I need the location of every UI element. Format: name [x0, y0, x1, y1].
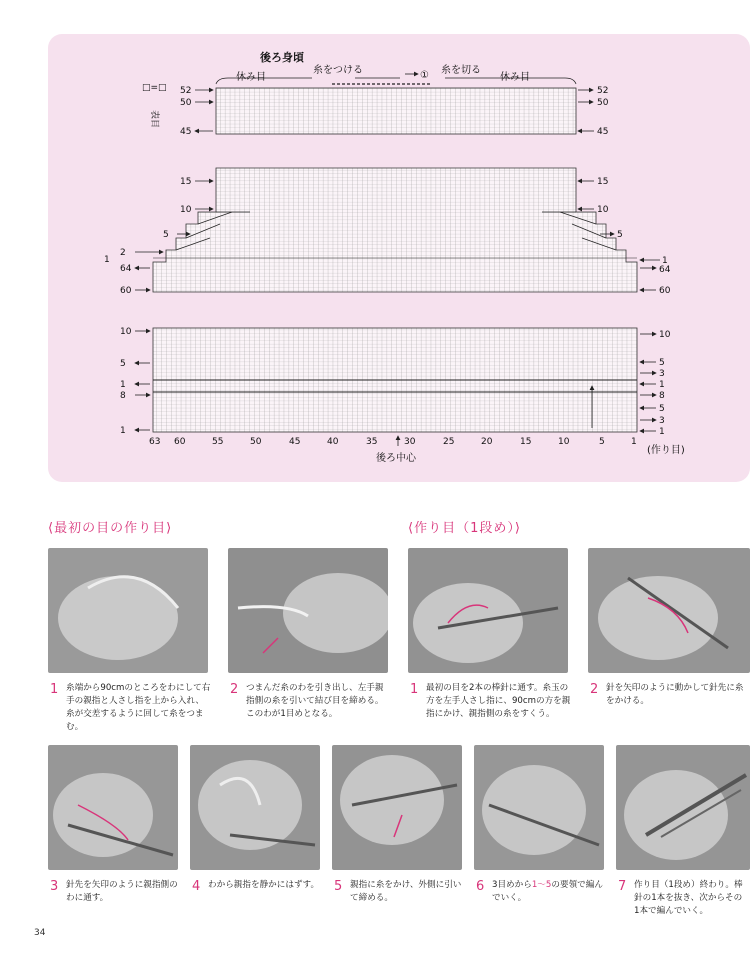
legend-symbol: □=□ [142, 83, 167, 93]
right-marker: 5 [659, 358, 665, 368]
step-caption: 針を矢印のように動かして針先に糸をかける。 [606, 683, 744, 706]
step-number: 2 [590, 682, 599, 697]
right-marker: 15 [597, 177, 609, 187]
right-marker: 52 [597, 86, 609, 96]
left-marker: 60 [120, 286, 132, 296]
section-title-cast-on: ⟨作り目（1段め）⟩ [408, 521, 521, 536]
step-caption: 最初の目を2本の棒針に通す。糸玉の方を左手人さし指に、90cmの方を親指にかけ、親指側の糸をすくう。 [426, 683, 571, 719]
x-tick: 50 [250, 437, 262, 447]
hold-right-label: 休み目 [500, 72, 530, 83]
step-caption: つまんだ糸のわを引き出し、左手親指側の糸を引いて結び目を締める。このわが1目めとなる。 [246, 683, 384, 719]
left-marker: 52 [180, 86, 192, 96]
right-marker: 64 [659, 265, 671, 275]
right-marker: 1 [659, 427, 665, 437]
right-marker: 5 [617, 230, 623, 240]
step-number: 1 [50, 682, 59, 697]
step-number: 3 [50, 879, 59, 894]
chart-block-top [216, 88, 576, 134]
chart-block-armhole [153, 168, 637, 292]
left-marker: 8 [120, 391, 126, 401]
left-marker: 2 [120, 248, 126, 258]
cut-yarn-label: 糸を切る [441, 65, 481, 76]
left-marker: 15 [180, 177, 192, 187]
photo-step [48, 745, 178, 870]
legend-text: 表目 [149, 110, 159, 129]
arrow-num-label: ① [420, 70, 429, 81]
page-number: 34 [34, 928, 46, 938]
x-tick: 55 [212, 437, 224, 447]
x-tick: 35 [366, 437, 378, 447]
photo-step [408, 548, 568, 673]
right-marker: 3 [659, 369, 665, 379]
step-number: 4 [192, 879, 201, 894]
left-marker: 10 [180, 205, 192, 215]
x-tick: 20 [481, 437, 493, 447]
x-tick: 60 [174, 437, 186, 447]
right-marker: 60 [659, 286, 671, 296]
x-tick: 45 [289, 437, 301, 447]
left-marker: 64 [120, 264, 132, 274]
step-caption: 親指に糸をかけ、外側に引いて締める。 [350, 880, 462, 903]
right-marker: 8 [659, 391, 665, 401]
left-marker: 1 [120, 380, 126, 390]
left-marker: 45 [180, 127, 192, 137]
left-marker: 1 [120, 426, 126, 436]
photo-step [332, 745, 462, 870]
step-caption: 作り目（1段め）終わり。棒針の1本を抜き、次からその1本で編んでいく。 [634, 880, 743, 916]
attach-yarn-label: 糸をつける [313, 65, 363, 76]
x-tick: 15 [520, 437, 532, 447]
photo-step [474, 745, 604, 870]
step-caption: 糸端から90cmのところをわにして右手の親指と人さし指を上から入れ、糸が交差するように回して糸をつまむ。 [66, 683, 211, 732]
left-marker: 5 [120, 359, 126, 369]
step-number: 5 [334, 879, 343, 894]
step-number: 6 [476, 879, 485, 894]
right-marker: 50 [597, 98, 609, 108]
x-tick: 30 [404, 437, 416, 447]
left-marker: 1 [104, 255, 110, 265]
x-tick: 25 [443, 437, 455, 447]
photo-step [616, 745, 750, 870]
left-marker: 50 [180, 98, 192, 108]
right-marker: 5 [659, 404, 665, 414]
x-tick: 10 [558, 437, 570, 447]
photo-step [228, 548, 388, 673]
right-marker: 10 [659, 330, 671, 340]
right-marker: 1 [662, 256, 668, 266]
step-number: 7 [618, 879, 627, 894]
right-marker: 1 [659, 380, 665, 390]
photo-step [588, 548, 750, 673]
photo-step [48, 548, 208, 673]
x-tick: 40 [327, 437, 339, 447]
right-marker: 10 [597, 205, 609, 215]
step-caption: わから親指を静かにはずす。 [208, 880, 320, 890]
right-marker: 45 [597, 127, 609, 137]
photo-step [190, 745, 320, 870]
hold-left-label: 休み目 [236, 72, 266, 83]
x-tick: 5 [599, 437, 605, 447]
left-marker: 10 [120, 327, 132, 337]
x-tick: 1 [631, 437, 637, 447]
cast-on-label: (作り目) [647, 445, 685, 456]
step-number: 2 [230, 682, 239, 697]
chart-title: 後ろ身頃 [260, 51, 304, 64]
x-tick: 63 [149, 437, 161, 447]
right-marker: 3 [659, 416, 665, 426]
step-caption: 針先を矢印のように親指側のわに通す。 [66, 880, 178, 903]
step-number: 1 [410, 682, 419, 697]
step-caption: 3目めから1〜5の要領で編んでいく。 [492, 880, 603, 903]
left-marker: 5 [163, 230, 169, 240]
center-label: 後ろ中心 [376, 453, 416, 464]
section-title-first-stitch: ⟨最初の目の作り目⟩ [48, 521, 173, 536]
